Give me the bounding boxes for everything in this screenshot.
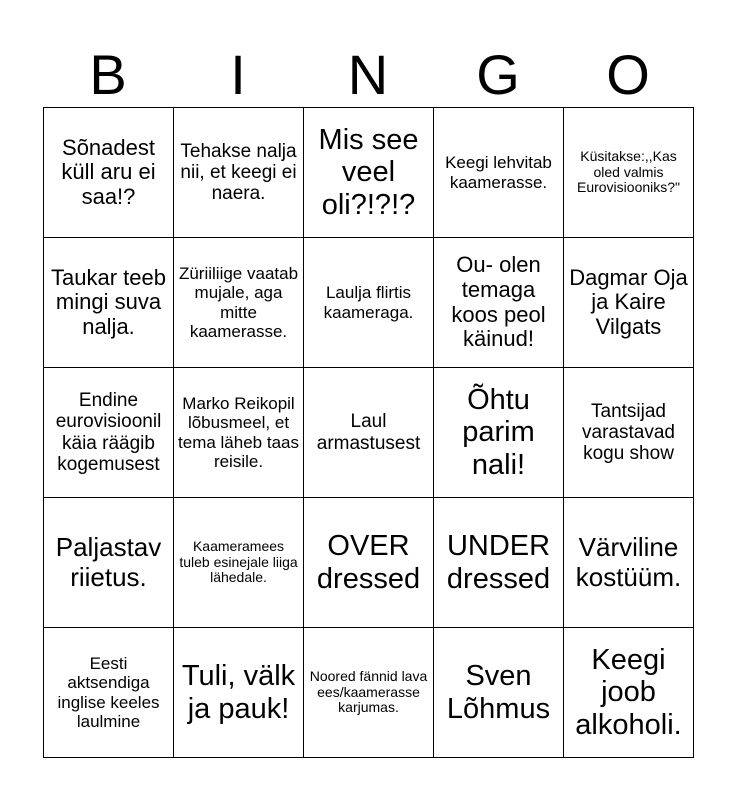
bingo-row <box>44 238 694 368</box>
bingo-cell[interactable]: Züriiliige vaatab mujale, aga mitte kaamerasse. <box>174 238 304 368</box>
bingo-cell[interactable]: Noored fännid lava ees/kaamerasse karjumas. <box>304 628 434 758</box>
bingo-cell[interactable]: Sven Lõhmus <box>434 628 564 758</box>
bingo-cell[interactable]: Tehakse nalja nii, et keegi ei naera. <box>174 108 304 238</box>
header-letter-n: N <box>347 43 389 106</box>
bingo-cell[interactable]: Mis see veel oli?!?!? <box>304 108 434 238</box>
bingo-cell[interactable]: Tuli, välk ja pauk! <box>174 628 304 758</box>
bingo-cell[interactable]: Laul armastusest <box>304 368 434 498</box>
bingo-cell[interactable]: UNDER dressed <box>434 498 564 628</box>
bingo-header <box>43 44 693 106</box>
bingo-cell[interactable]: Keegi lehvitab kaamerasse. <box>434 108 564 238</box>
bingo-cell[interactable]: Tantsijad varastavad kogu show <box>564 368 694 498</box>
bingo-cell[interactable]: Kaameramees tuleb esinejale liiga lähedale. <box>174 498 304 628</box>
bingo-cell[interactable]: Dagmar Oja ja Kaire Vilgats <box>564 238 694 368</box>
bingo-cell[interactable]: Endine eurovisioonil käia räägib kogemusest <box>44 368 174 498</box>
bingo-cell[interactable]: Paljastav riietus. <box>44 498 174 628</box>
bingo-row <box>44 498 694 628</box>
bingo-cell[interactable]: Õhtu parim nali! <box>434 368 564 498</box>
bingo-cell[interactable]: Eesti aktsendiga inglise keeles laulmine <box>44 628 174 758</box>
header-letter-i: I <box>230 43 246 106</box>
bingo-cell[interactable]: Värviline kostüüm. <box>564 498 694 628</box>
bingo-grid <box>43 107 694 758</box>
bingo-row <box>44 628 694 758</box>
bingo-cell[interactable]: Laulja flirtis kaameraga. <box>304 238 434 368</box>
bingo-cell[interactable]: Küsitakse:,,Kas oled valmis Eurovisiooniks?" <box>564 108 694 238</box>
bingo-row <box>44 108 694 238</box>
bingo-cell[interactable]: Ou- olen temaga koos peol käinud! <box>434 238 564 368</box>
bingo-row <box>44 368 694 498</box>
header-letter-g: G <box>476 43 520 106</box>
bingo-cell[interactable]: Marko Reikopil lõbusmeel, et tema läheb taas reisile. <box>174 368 304 498</box>
header-letter-o: O <box>606 43 650 106</box>
header-letter-b: B <box>89 43 127 106</box>
bingo-cell[interactable]: Taukar teeb mingi suva nalja. <box>44 238 174 368</box>
bingo-cell[interactable]: Keegi joob alkoholi. <box>564 628 694 758</box>
bingo-cell[interactable]: OVER dressed <box>304 498 434 628</box>
bingo-cell[interactable]: Sõnadest küll aru ei saa!? <box>44 108 174 238</box>
